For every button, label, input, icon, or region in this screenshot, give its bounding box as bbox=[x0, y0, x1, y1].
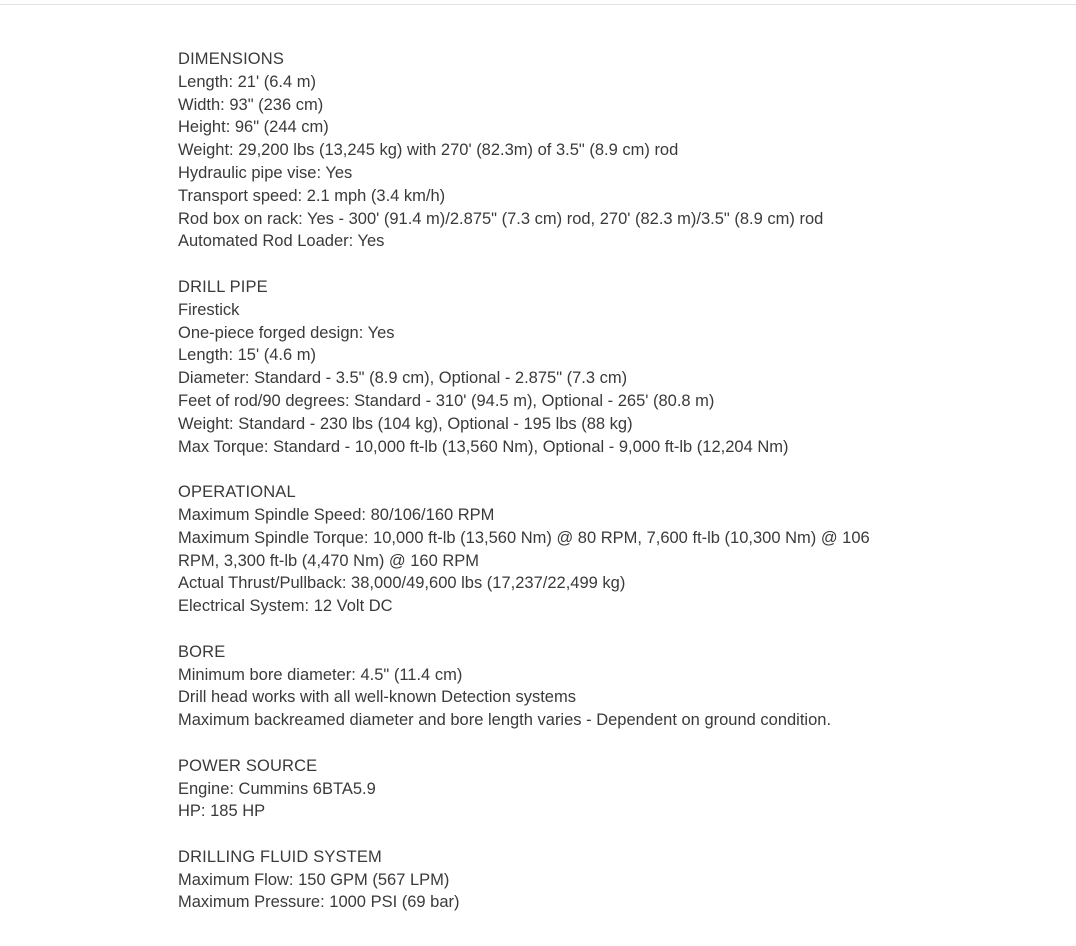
spec-line: Maximum backreamed diameter and bore length varies - Dependent on ground condition. bbox=[178, 711, 832, 730]
spec-section bbox=[178, 846, 978, 914]
spec-line: Diameter: Standard - 3.5" (8.9 cm), Optional - 2.875" (7.3 cm) bbox=[178, 369, 628, 388]
spec-line: Height: 96" (244 cm) bbox=[178, 118, 329, 137]
spec-line: Minimum bore diameter: 4.5" (11.4 cm) bbox=[178, 665, 463, 684]
spec-line: Electrical System: 12 Volt DC bbox=[178, 597, 393, 616]
spec-line: Weight: Standard - 230 lbs (104 kg), Optional - 195 lbs (88 kg) bbox=[178, 414, 633, 433]
page-top-divider bbox=[0, 4, 1076, 5]
section-heading: POWER SOURCE bbox=[178, 756, 318, 775]
spec-line: Rod box on rack: Yes - 300' (91.4 m)/2.875" (7.3 cm) rod, 270' (82.3 m)/3.5" (8.9 cm) rod bbox=[178, 209, 824, 228]
section-heading: DRILL PIPE bbox=[178, 277, 268, 296]
spec-line: Actual Thrust/Pullback: 38,000/49,600 lbs (17,237/22,499 kg) bbox=[178, 574, 626, 593]
spec-line: Firestick bbox=[178, 300, 240, 319]
spec-line: Engine: Cummins 6BTA5.9 bbox=[178, 779, 376, 798]
spec-section bbox=[178, 481, 978, 618]
spec-line: Feet of rod/90 degrees: Standard - 310' (94.5 m), Optional - 265' (80.8 m) bbox=[178, 391, 715, 410]
spec-line: Maximum Pressure: 1000 PSI (69 bar) bbox=[178, 893, 460, 912]
spec-line: Maximum Flow: 150 GPM (567 LPM) bbox=[178, 870, 450, 889]
spec-line: Hydraulic pipe vise: Yes bbox=[178, 163, 353, 182]
spec-line: Automated Rod Loader: Yes bbox=[178, 232, 385, 251]
section-heading: OPERATIONAL bbox=[178, 483, 296, 502]
section-heading: BORE bbox=[178, 642, 226, 661]
section-heading: DIMENSIONS bbox=[178, 50, 285, 68]
spec-section bbox=[178, 48, 978, 253]
spec-line: Weight: 29,200 lbs (13,245 kg) with 270' (82.3m) of 3.5" (8.9 cm) rod bbox=[178, 141, 679, 160]
spec-line: Maximum Spindle Torque: 10,000 ft-lb (13,560 Nm) @ 80 RPM, 7,600 ft-lb (10,300 Nm) @ 106 RPM, 3,300 ft-lb (4,470 Nm) @ 160 RPM bbox=[178, 528, 870, 570]
spec-line: Max Torque: Standard - 10,000 ft-lb (13,560 Nm), Optional - 9,000 ft-lb (12,204 Nm) bbox=[178, 437, 789, 456]
section-heading: DRILLING FLUID SYSTEM bbox=[178, 847, 382, 866]
spec-line: Transport speed: 2.1 mph (3.4 km/h) bbox=[178, 186, 446, 205]
specification-sheet bbox=[178, 48, 978, 914]
spec-line: One-piece forged design: Yes bbox=[178, 323, 395, 342]
spec-section bbox=[178, 276, 978, 458]
spec-section bbox=[178, 641, 978, 732]
spec-line: Maximum Spindle Speed: 80/106/160 RPM bbox=[178, 505, 495, 524]
spec-line: Width: 93" (236 cm) bbox=[178, 95, 324, 114]
spec-line: Drill head works with all well-known Detection systems bbox=[178, 688, 576, 707]
spec-section bbox=[178, 755, 978, 823]
spec-line: Length: 21' (6.4 m) bbox=[178, 72, 316, 91]
spec-line: HP: 185 HP bbox=[178, 802, 266, 821]
spec-line: Length: 15' (4.6 m) bbox=[178, 346, 316, 365]
